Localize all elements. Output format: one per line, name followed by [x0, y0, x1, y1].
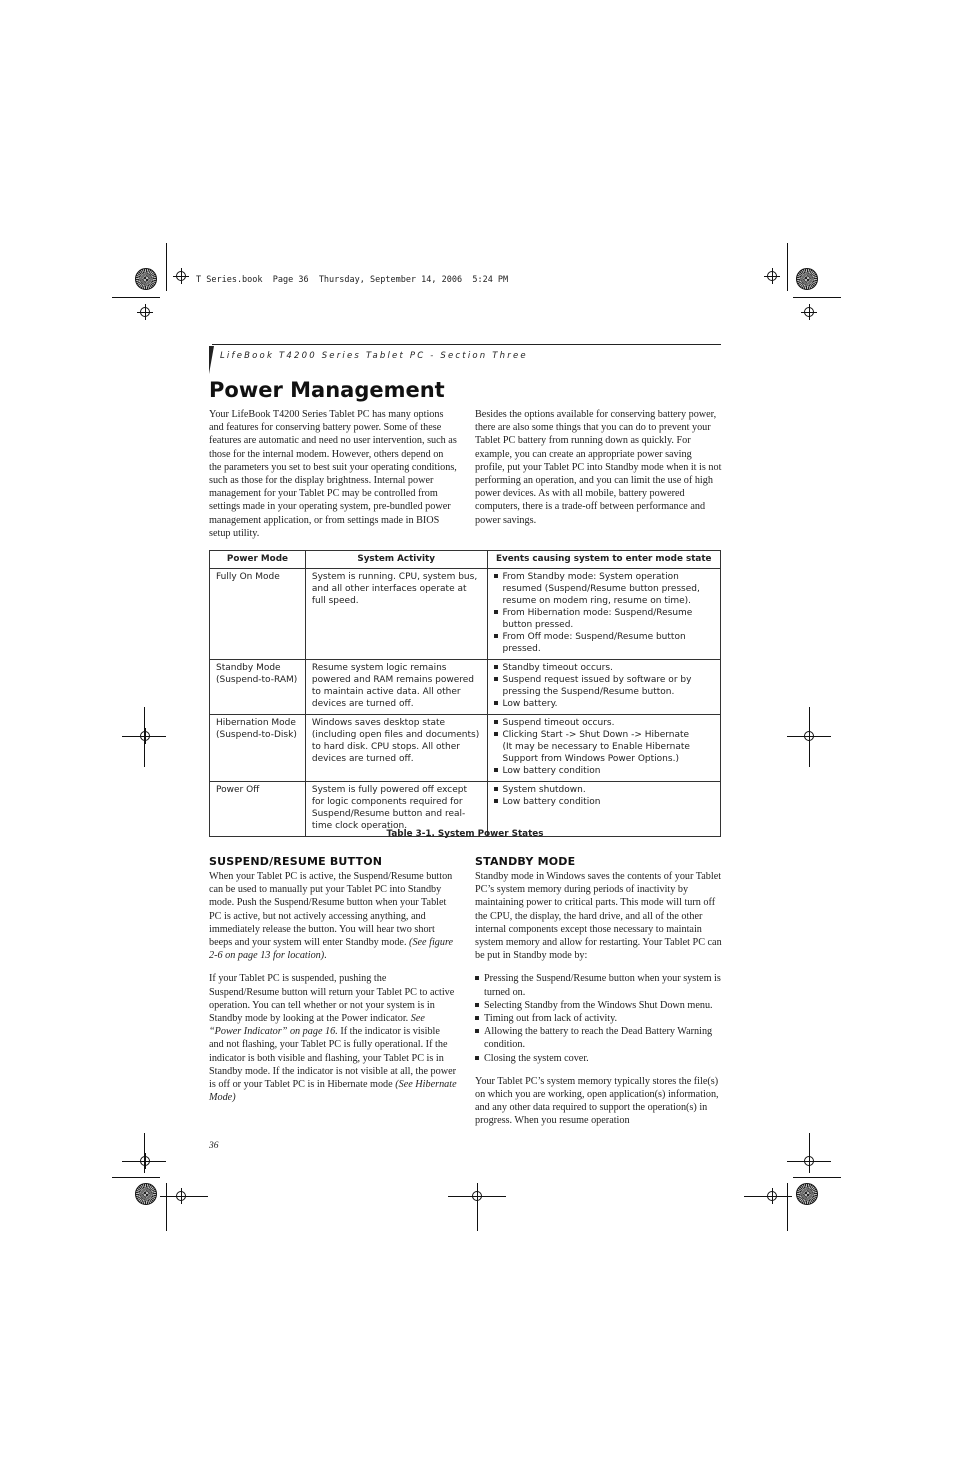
section-reference: (See Hibernate Mode): [209, 1079, 457, 1104]
list-item: Pressing the Suspend/Resume button when your system is turned on.: [475, 972, 722, 998]
book-slug: T Series.book Page 36 Thursday, September 14, 2006 5:24 PM: [196, 275, 509, 285]
registration-wheel-icon: [796, 268, 818, 290]
standby-paragraph-1: Standby mode in Windows saves the contents of your Tablet PC’s system memory during periods of inactivity by maintaining power to critical parts. This mode will turn off the CPU, the display, the hard drive, and all of the other internal components except those necessary to maintain system memory and allow for restarting. Your Tablet PC can be put in Standby mode by:: [475, 871, 722, 962]
page-title: Power Management: [209, 378, 445, 402]
figure-reference: (See figure 2-6 on page 13 for location): [209, 937, 454, 962]
sentence-end: .: [324, 950, 327, 962]
power-states-table: [209, 550, 721, 837]
suspend-text: If your Tablet PC is suspended, pushing the Suspend/Resume button will return your Tablet PC to active operation. You can tell whether or not your system is in Standby mode by looking at the Power indicator.: [209, 973, 455, 1025]
power-mode-cell: Fully On Mode: [210, 569, 306, 660]
event-item: Suspend timeout occurs.: [494, 717, 715, 729]
registration-target-icon: [804, 731, 814, 741]
registration-target-icon: [472, 1191, 482, 1201]
suspend-resume-heading: SUSPEND/RESUME BUTTON: [209, 855, 383, 868]
registration-target-icon: [176, 271, 186, 281]
registration-target-icon: [804, 1156, 814, 1166]
suspend-paragraph-2: [209, 972, 457, 1104]
registration-wheel-icon: [135, 268, 157, 290]
registration-target-icon: [140, 307, 150, 317]
power-mode-cell: Hibernation Mode (Suspend-to-Disk): [210, 715, 306, 782]
list-item: Allowing the battery to reach the Dead Battery Warning condition.: [475, 1025, 722, 1051]
table-row: [210, 660, 721, 715]
event-item: Suspend request issued by software or by pressing the Suspend/Resume button.: [494, 674, 715, 698]
events-cell: [487, 715, 721, 782]
event-item: From Off mode: Suspend/Resume button pressed.: [494, 631, 715, 655]
table-header-row: [210, 551, 721, 569]
event-item: Low battery condition: [494, 765, 715, 777]
registration-target-icon: [140, 731, 150, 741]
list-item: Timing out from lack of activity.: [475, 1012, 722, 1025]
event-text: Clicking Start -> Shut Down -> Hibernate: [502, 730, 690, 740]
event-item: [494, 729, 715, 765]
registration-target-icon: [804, 307, 814, 317]
column-header: Events causing system to enter mode state: [487, 551, 721, 569]
header-wedge: [209, 346, 214, 374]
standby-paragraph-2: Your Tablet PC’s system memory typically stores the file(s) on which you are working, open application(s) information, and any other data required to support the operation(s) in progress. When you resume operation: [475, 1075, 719, 1127]
page-number: 36: [209, 1141, 219, 1151]
events-cell: [487, 660, 721, 715]
system-activity-cell: System is running. CPU, system bus, and all other interfaces operate at full speed.: [305, 569, 487, 660]
page-reference: See “Power Indicator” on page 16.: [209, 1013, 425, 1038]
suspend-resume-section: [209, 870, 457, 1114]
events-cell: [487, 569, 721, 660]
intro-left-column: [209, 408, 457, 550]
table-caption: Table 3-1. System Power States: [386, 829, 544, 839]
table-row: [210, 569, 721, 660]
standby-mode-heading: STANDBY MODE: [475, 855, 576, 868]
running-header: LifeBook T4200 Series Tablet PC - Section Three: [220, 351, 528, 361]
column-header: Power Mode: [210, 551, 306, 569]
intro-right-column: [475, 408, 722, 537]
event-item: From Standby mode: System operation resumed (Suspend/Resume button pressed, resume on modem ring, resume on time).: [494, 571, 715, 607]
power-mode-cell: Standby Mode (Suspend-to-RAM): [210, 660, 306, 715]
event-item: From Hibernation mode: Suspend/Resume button pressed.: [494, 607, 715, 631]
intro-left-paragraph: Your LifeBook T4200 Series Tablet PC has many options and features for conserving battery power. Some of these features are automatic and need no user intervention, such as those for the internal modem. However, others depend on the parameters you set to best suit your operating conditions, such as those for the display brightness. Internal power management for your Tablet PC may be controlled from settings made in your operating system, pre-bundled power management application, or from settings made in BIOS setup utility.: [209, 409, 457, 539]
header-rule: [212, 344, 721, 345]
intro-right-paragraph: Besides the options available for conserving battery power, there are also some things that you can do to prevent your Tablet PC battery from running down as quickly. For example, you can create an appropriate power saving profile, put your Tablet PC into Standby mode when it is not performing an operation, and you can limit the use of high power devices. As with all mobile, battery powered computers, there is a trade-off between performance and power savings.: [475, 409, 722, 526]
suspend-paragraph-1: [209, 870, 457, 962]
table-row: [210, 715, 721, 782]
standby-methods-list: [475, 972, 722, 1064]
list-item: Closing the system cover.: [475, 1052, 722, 1065]
system-activity-cell: Resume system logic remains powered and RAM remains powered to maintain active data. All other devices are turned off.: [305, 660, 487, 715]
column-header: System Activity: [305, 551, 487, 569]
registration-target-icon: [140, 1156, 150, 1166]
event-item: Low battery condition: [494, 796, 715, 808]
registration-wheel-icon: [796, 1183, 818, 1205]
suspend-text: When your Tablet PC is active, the Suspend/Resume button can be used to manually put your Tablet PC into Standby mode. Push the Suspend/Resume button when your Tablet PC is active, but not actively accessing anything, and immediately release the button. You will hear two short beeps and your system will enter Standby mode.: [209, 871, 453, 949]
suspend-text: If the indicator is visible and not flashing, your Tablet PC is fully operational. If the indicator is both visible and flashing, your Tablet PC is in Standby mode. If the indicator is not visible at all, the power is off or your Tablet PC is in Hibernate mode: [209, 1026, 456, 1091]
registration-target-icon: [767, 1191, 777, 1201]
system-activity-cell: Windows saves desktop state (including open files and documents) to hard disk. CPU stops. All other devices are turned off.: [305, 715, 487, 782]
event-item: Standby timeout occurs.: [494, 662, 715, 674]
system-activity-cell: System is fully powered off except for logic components required for Suspend/Resume button and real-time clock operation.: [305, 782, 487, 837]
registration-target-icon: [767, 271, 777, 281]
event-note: (It may be necessary to Enable Hibernate Support from Windows Power Options.): [502, 742, 690, 764]
registration-target-icon: [176, 1191, 186, 1201]
list-item: Selecting Standby from the Windows Shut Down menu.: [475, 999, 722, 1012]
event-item: System shutdown.: [494, 784, 715, 796]
event-item: Low battery.: [494, 698, 715, 710]
standby-mode-section: [475, 870, 722, 1138]
power-mode-cell: Power Off: [210, 782, 306, 837]
registration-wheel-icon: [135, 1183, 157, 1205]
